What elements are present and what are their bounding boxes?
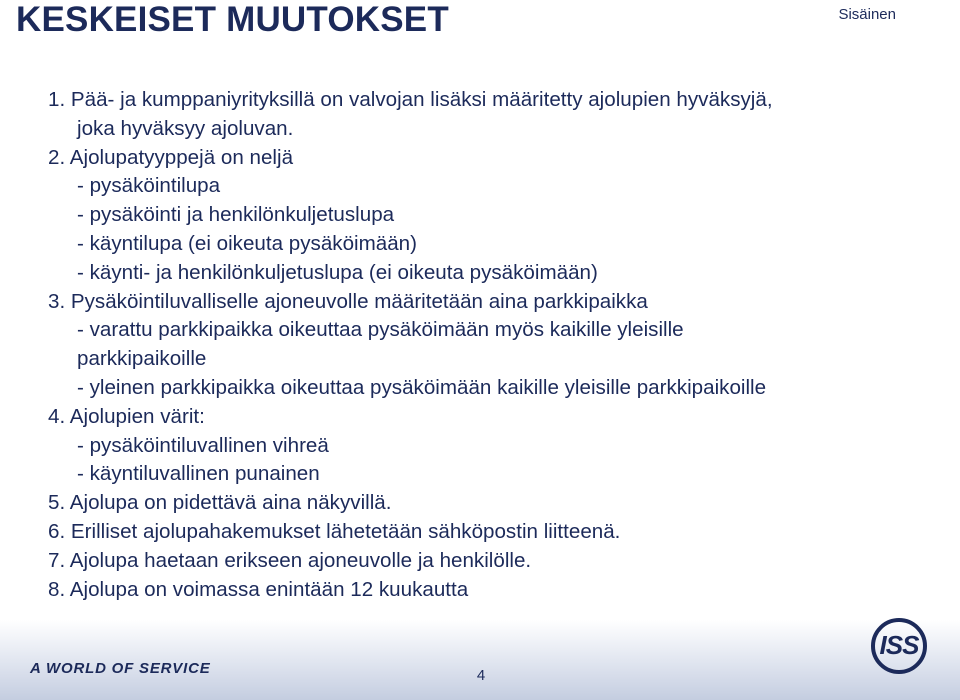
list-line: 2. Ajolupatyyppejä on neljä [48,145,294,169]
list-line: 7. Ajolupa haetaan erikseen ajoneuvolle ja henkilölle. [48,548,532,572]
list-line: - pysäköintiluvallinen vihreä [77,433,329,457]
list-line: - yleinen parkkipaikka oikeuttaa pysäköimään kaikille yleisille parkkipaikoille [77,375,767,399]
list-line: 1. Pää- ja kumppaniyrityksillä on valvojan lisäksi määritetty ajolupien hyväksyjä, [48,88,773,111]
list-line: - pysäköinti ja henkilönkuljetuslupa [77,203,395,227]
list-line: - varattu parkkipaikka oikeuttaa pysäköimään myös kaikille yleisille [77,318,684,342]
list-line: 6. Erilliset ajolupahakemukset lähetetään sähköpostin liitteenä. [48,519,621,543]
list-line: - pysäköintilupa [77,174,221,198]
list-line: - käyntilupa (ei oikeuta pysäköimään) [77,231,417,255]
slide-title: KESKEISET MUUTOKSET [16,0,449,39]
logo-text: ISS [879,630,919,660]
list-line: joka hyväksyy ajoluvan. [77,116,294,140]
page-number: 4 [476,667,486,684]
list-line: 8. Ajolupa on voimassa enintään 12 kuukautta [48,577,469,601]
list-line: - käynti- ja henkilönkuljetuslupa (ei oikeuta pysäköimään) [77,260,598,284]
list-line: 4. Ajolupien värit: [48,404,205,428]
classification-label: Sisäinen [838,6,896,23]
list-line: 3. Pysäköintiluvalliselle ajoneuvolle määritetään aina parkkipaikka [48,289,648,313]
slide-body [48,86,928,604]
list-line: 5. Ajolupa on pidettävä aina näkyvillä. [48,491,392,515]
footer-tagline: A WORLD OF SERVICE [30,660,211,677]
iss-logo-icon [871,618,927,674]
list-line: parkkipaikoille [77,347,207,371]
list-line: - käyntiluvallinen punainen [77,462,320,486]
